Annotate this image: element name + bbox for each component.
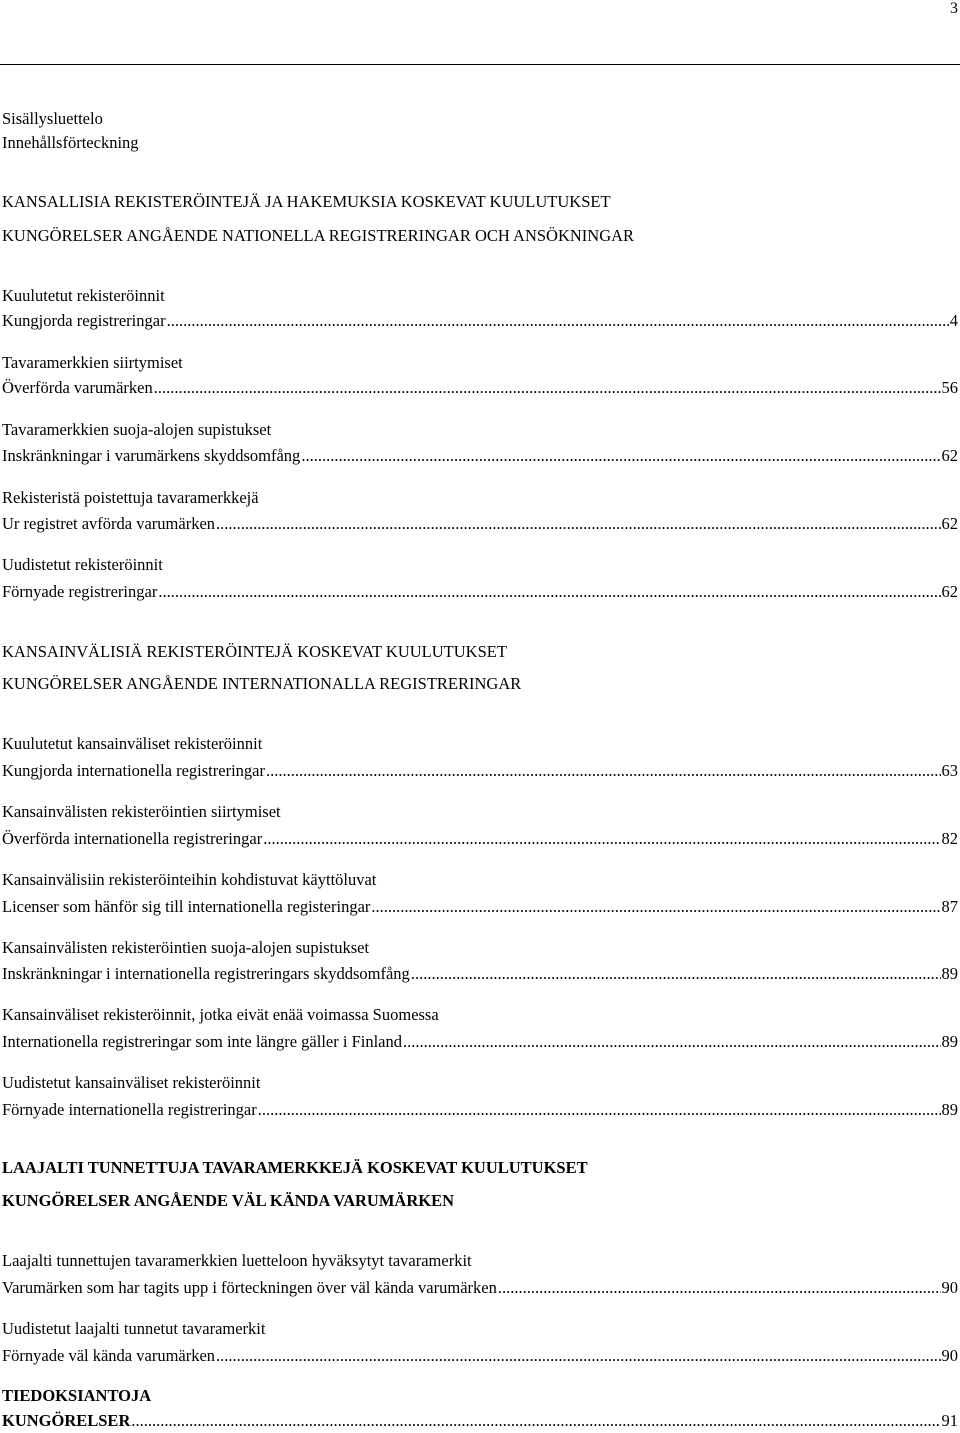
entry-label: Överförda internationella registreringar: [2, 829, 263, 848]
entry-caption-fi: Rekisteristä poistettuja tavaramerkkejä: [2, 488, 259, 507]
toc-entry[interactable]: [2, 582, 958, 602]
entry-page-number: 56: [941, 378, 958, 397]
toc-entry[interactable]: [2, 446, 958, 466]
toc-entry[interactable]: [2, 378, 958, 398]
entry-page-number: 62: [941, 446, 958, 465]
dot-leader: [216, 1346, 940, 1366]
entry-label: Internationella registreringar som inte längre gäller i Finland: [2, 1032, 402, 1051]
dot-leader: [216, 514, 940, 534]
toc-entry[interactable]: [2, 897, 958, 917]
toc-entry[interactable]: [2, 1100, 958, 1120]
entry-caption-fi: Laajalti tunnettujen tavaramerkkien luetteloon hyväksytyt tavaramerkit: [2, 1251, 472, 1270]
dot-leader: [411, 964, 941, 984]
entry-label: Förnyade väl kända varumärken: [2, 1346, 216, 1365]
entry-caption-fi: Kuulutetut kansainväliset rekisteröinnit: [2, 734, 263, 753]
entry-page-number: 89: [941, 1100, 958, 1119]
section-heading-national-sv: KUNGÖRELSER ANGÅENDE NATIONELLA REGISTRERINGAR OCH ANSÖKNINGAR: [2, 226, 635, 245]
section-heading-well-known-sv: KUNGÖRELSER ANGÅENDE VÄL KÄNDA VARUMÄRKEN: [2, 1191, 454, 1210]
entry-label: Licenser som hänför sig till internationella registeringar: [2, 897, 371, 916]
entry-page-number: 87: [941, 897, 958, 916]
toc-title-sv: Innehållsförteckning: [2, 133, 139, 152]
toc-entry[interactable]: [2, 514, 958, 534]
dot-leader: [371, 897, 940, 917]
toc-entry[interactable]: [2, 829, 958, 849]
entry-label: Inskränkningar i varumärkens skyddsomfång: [2, 446, 301, 465]
entry-label: Överförda varumärken: [2, 378, 153, 397]
toc-entry[interactable]: [2, 761, 958, 781]
dot-leader: [258, 1100, 941, 1120]
section-heading-international-sv: KUNGÖRELSER ANGÅENDE INTERNATIONALLA REGISTRERINGAR: [2, 674, 522, 693]
entry-caption-fi: Kansainvälisiin rekisteröinteihin kohdistuvat käyttöluvat: [2, 870, 377, 889]
entry-caption-fi: Kansainvälisten rekisteröintien suoja-alojen supistukset: [2, 938, 370, 957]
toc-entry[interactable]: [2, 1411, 958, 1431]
dot-leader: [403, 1032, 941, 1052]
dot-leader: [498, 1278, 941, 1298]
entry-caption-fi: Kuulutetut rekisteröinnit: [2, 286, 165, 305]
toc-entry[interactable]: [2, 1032, 958, 1052]
entry-page-number: 90: [941, 1278, 958, 1297]
toc-entry[interactable]: [2, 311, 958, 331]
entry-caption-fi: Uudistetut laajalti tunnetut tavaramerkit: [2, 1319, 266, 1338]
entry-caption-fi: Tavaramerkkien siirtymiset: [2, 353, 183, 372]
toc-title-fi: Sisällysluettelo: [2, 109, 103, 128]
dot-leader: [301, 446, 940, 466]
entry-page-number: 62: [941, 514, 958, 533]
entry-label: Ur registret avförda varumärken: [2, 514, 216, 533]
entry-label: KUNGÖRELSER: [2, 1411, 131, 1430]
entry-page-number: 89: [941, 964, 958, 983]
entry-caption-fi: Kansainväliset rekisteröinnit, jotka eivät enää voimassa Suomessa: [2, 1005, 439, 1024]
page-number: 3: [950, 0, 958, 17]
section-heading-well-known-fi: LAAJALTI TUNNETTUJA TAVARAMERKKEJÄ KOSKEVAT KUULUTUKSET: [2, 1158, 588, 1177]
entry-page-number: 62: [941, 582, 958, 601]
toc-entry[interactable]: [2, 1278, 958, 1298]
dot-leader: [167, 311, 949, 331]
entry-page-number: 90: [941, 1346, 958, 1365]
dot-leader: [266, 761, 941, 781]
entry-label: Kungjorda registreringar: [2, 311, 166, 330]
entry-label: Förnyade internationella registreringar: [2, 1100, 257, 1119]
section-heading-international-fi: KANSAINVÄLISIÄ REKISTERÖINTEJÄ KOSKEVAT KUULUTUKSET: [2, 642, 507, 661]
entry-label: Varumärken som har tagits upp i förteckningen över väl kända varumärken: [2, 1278, 497, 1297]
header-rule: [0, 64, 960, 65]
toc-entry[interactable]: [2, 964, 958, 984]
entry-page-number: 4: [949, 311, 958, 330]
section-heading-national-fi: KANSALLISIA REKISTERÖINTEJÄ JA HAKEMUKSIA KOSKEVAT KUULUTUKSET: [2, 192, 611, 211]
dot-leader: [131, 1411, 940, 1431]
entry-caption-fi: Uudistetut rekisteröinnit: [2, 555, 163, 574]
entry-page-number: 91: [941, 1411, 958, 1430]
dot-leader: [263, 829, 940, 849]
entry-caption-fi: Tavaramerkkien suoja-alojen supistukset: [2, 420, 272, 439]
entry-page-number: 63: [941, 761, 958, 780]
section-heading-notices-fi: TIEDOKSIANTOJA: [2, 1386, 152, 1405]
entry-page-number: 89: [941, 1032, 958, 1051]
entry-label: Förnyade registreringar: [2, 582, 158, 601]
entry-caption-fi: Kansainvälisten rekisteröintien siirtymiset: [2, 802, 281, 821]
dot-leader: [154, 378, 941, 398]
entry-caption-fi: Uudistetut kansainväliset rekisteröinnit: [2, 1073, 261, 1092]
entry-label: Inskränkningar i internationella registreringars skyddsomfång: [2, 964, 410, 983]
entry-label: Kungjorda internationella registreringar: [2, 761, 265, 780]
toc-entry[interactable]: [2, 1346, 958, 1366]
dot-leader: [158, 582, 940, 602]
entry-page-number: 82: [941, 829, 958, 848]
